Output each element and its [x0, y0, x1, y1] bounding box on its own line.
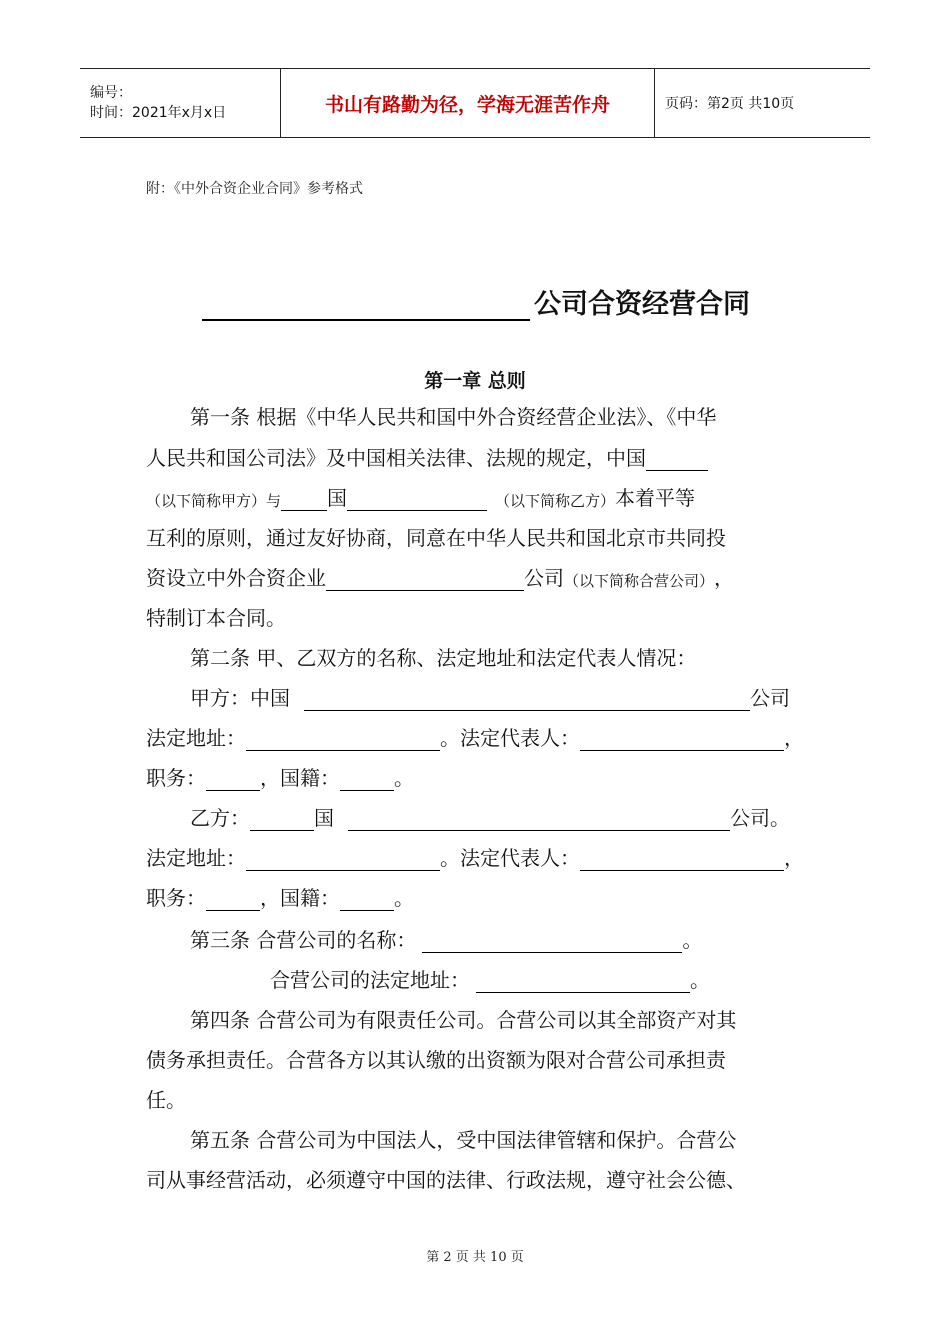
text: 。法定代表人：	[440, 726, 580, 750]
blank-field	[422, 930, 682, 953]
text: （以下简称甲方）与	[146, 492, 282, 510]
number-label: 编号：	[90, 85, 132, 101]
text: ，	[784, 846, 804, 870]
text: 合营公司的法定地址：	[270, 968, 470, 992]
text: （以下简称合营公司）	[564, 572, 715, 590]
text: ，国籍：	[260, 766, 340, 790]
blank-field	[347, 488, 487, 511]
party-a-name	[190, 683, 790, 711]
text: 资设立中外合资企业	[146, 566, 326, 590]
text: 国	[314, 806, 334, 830]
article-5-line-2	[146, 1165, 746, 1193]
text: 任。	[146, 1088, 186, 1112]
article-1-line-6	[146, 603, 286, 631]
party-b-name	[190, 803, 790, 831]
text: 特制订本合同。	[146, 606, 286, 630]
article-4-line-2	[146, 1045, 726, 1073]
text: 互利的原则，通过友好协商，同意在中华人民共和国北京市共同投	[146, 526, 726, 550]
party-a-position	[146, 763, 414, 791]
blank-field	[340, 768, 394, 791]
blank-field	[281, 488, 327, 511]
text: 乙方：	[190, 806, 250, 830]
blank-field	[580, 728, 784, 751]
article-3-address	[270, 965, 710, 993]
text: 公司。	[730, 806, 790, 830]
text: 甲方：中国	[190, 686, 290, 710]
party-b-position	[146, 883, 414, 911]
article-4-line-1	[190, 1005, 736, 1033]
header-motto: 书山有路勤为径，学海无涯苦作舟	[280, 69, 655, 137]
article-1-line-5	[146, 563, 734, 591]
page-footer: 第 2 页 共 10 页	[426, 1250, 524, 1265]
text: 。法定代表人：	[440, 846, 580, 870]
blank-field	[476, 970, 690, 993]
text: 职务：	[146, 886, 206, 910]
text: 国	[327, 486, 348, 510]
date-label: 时间：2021年x月x日	[90, 105, 227, 121]
text: 职务：	[146, 766, 206, 790]
contract-title	[202, 282, 750, 321]
text: 公司	[524, 566, 564, 590]
article-1-line-1	[190, 402, 716, 430]
blank-field	[246, 728, 440, 751]
text: ，	[714, 566, 735, 590]
blank-field	[250, 808, 314, 831]
party-b-address	[146, 843, 804, 871]
chapter-heading: 第一章 总则	[424, 370, 526, 392]
text: 第三条 合营公司的名称：	[190, 928, 417, 952]
text: 公司	[750, 686, 790, 710]
blank-field	[348, 808, 730, 831]
text: 法定地址：	[146, 726, 246, 750]
title-blank	[202, 289, 530, 321]
text: 。	[682, 928, 703, 952]
blank-field	[206, 888, 260, 911]
party-a-address	[146, 723, 804, 751]
text: 第二条 甲、乙双方的名称、法定地址和法定代表人情况：	[190, 646, 697, 670]
article-4-line-3	[146, 1085, 186, 1113]
text: 。	[394, 886, 414, 910]
blank-field	[580, 848, 784, 871]
blank-field	[206, 768, 260, 791]
blank-field	[646, 448, 708, 471]
text: 。	[394, 766, 414, 790]
blank-field	[304, 688, 750, 711]
text: 法定地址：	[146, 846, 246, 870]
header-page-info: 页码：第2页 共10页	[665, 96, 795, 112]
text: ，	[784, 726, 804, 750]
article-1-line-4	[146, 523, 726, 551]
blank-field	[326, 568, 524, 591]
text: （以下简称乙方）	[495, 492, 616, 510]
article-1-line-3	[146, 483, 695, 511]
header-meta	[80, 69, 280, 137]
document-header	[80, 68, 870, 138]
blank-field	[340, 888, 394, 911]
article-5-line-1	[190, 1125, 736, 1153]
text: 第五条 合营公司为中国法人，受中国法律管辖和保护。合营公	[190, 1128, 737, 1152]
text: 。	[690, 968, 710, 992]
appendix-note: 附：《中外合资企业合同》参考格式	[146, 181, 363, 197]
article-3-name	[190, 925, 702, 953]
article-1-line-2	[146, 443, 708, 471]
article-2-intro	[190, 643, 696, 671]
text: 债务承担责任。合营各方以其认缴的出资额为限对合营公司承担责	[146, 1048, 726, 1072]
text: 第四条 合营公司为有限责任公司。合营公司以其全部资产对其	[190, 1008, 737, 1032]
text: 司从事经营活动，必须遵守中国的法律、行政法规，遵守社会公德、	[146, 1168, 746, 1192]
text: 第一条 根据《中华人民共和国中外合资经营企业法》、《中华	[190, 405, 717, 429]
blank-field	[246, 848, 440, 871]
text: 本着平等	[615, 486, 696, 510]
title-text: 公司合资经营合同	[534, 289, 750, 320]
text: 人民共和国公司法》及中国相关法律、法规的规定，中国	[146, 446, 646, 470]
text: ，国籍：	[260, 886, 340, 910]
